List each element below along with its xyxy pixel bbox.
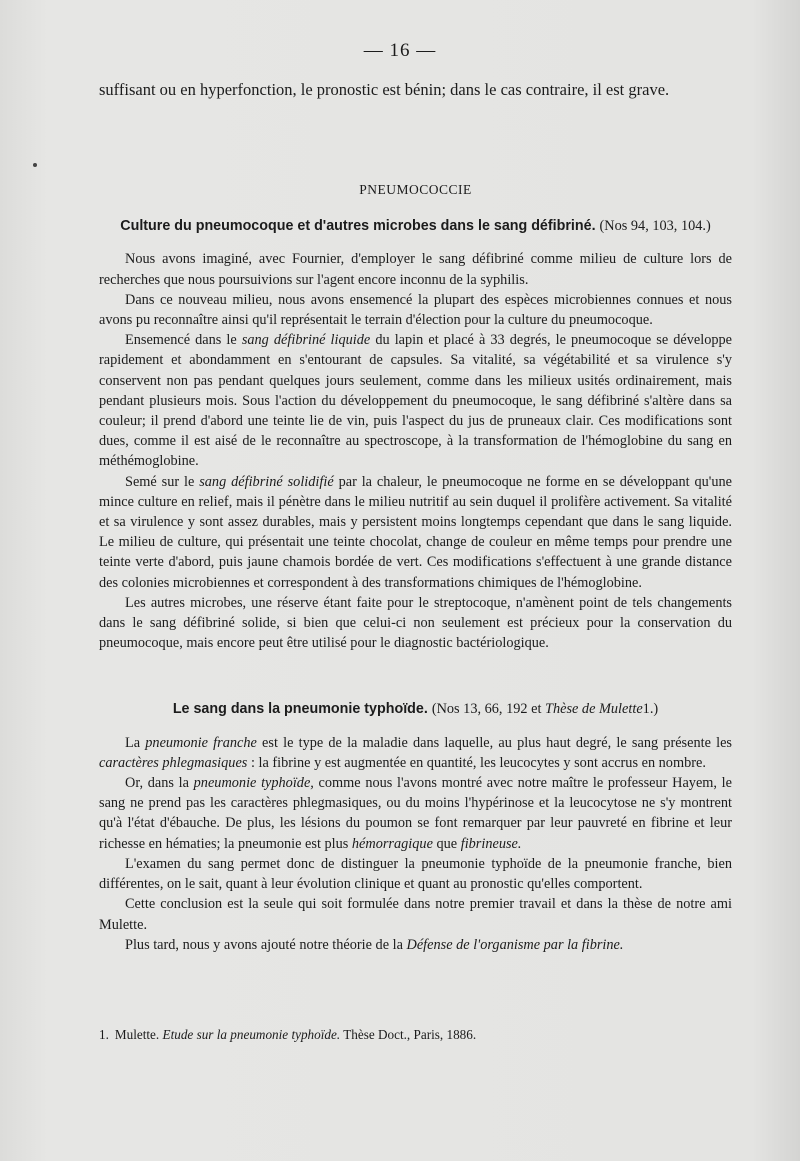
paragraph: L'examen du sang permet donc de distinguer la pneumonie typhoïde de la pneumonie franche, bien différentes, on le sait, quant à leur évolution clinique et quant au pronostic qu'elles comportent. xyxy=(99,855,732,893)
section-title: PNEUMOCOCCIE xyxy=(359,182,472,197)
paragraph: Les autres microbes, une réserve étant faite pour le streptocoque, n'amènent point de tels changements dans le sang défibriné solide, si bien que celui-ci non seulement est précieux pour la conservation du pneumocoque, mais encore peut être utilisé pour le diagnostic bactériologique. xyxy=(99,594,732,652)
footnote: 1. Mulette. Etude sur la pneumonie typhoïde. Thèse Doct., Paris, 1886. xyxy=(99,1027,477,1042)
margin-mark xyxy=(33,163,37,167)
paragraph: Or, dans la pneumonie typhoïde, comme nous l'avons montré avec notre maître le professeur Hayem, le sang ne prend pas les caractères phlegmasiques, ou du moins l'hypérinose et la leucocytose ne s'y montrent qu'à l'état d'ébauche. De plus, les lésions du poumon se font remarquer par leur pauvreté en fibrine et leur richesse en hématies; la pneumonie est plus hémorragique que fibrineuse. xyxy=(99,775,732,852)
section1-heading xyxy=(99,216,732,236)
opening-paragraph: suffisant ou en hyperfonction, le pronostic est bénin; dans le cas contraire, il est grave. xyxy=(99,80,670,99)
section2-title: Le sang dans la pneumonie typhoïde. xyxy=(172,701,428,718)
section1-refs: (Nos 94, 103, 104.) xyxy=(599,218,711,235)
section1-title: Culture du pneumocoque et d'autres microbes dans le sang défibriné. xyxy=(120,218,596,235)
paragraph: Cette conclusion est la seule qui soit formulée dans notre premier travail et dans la thèse de notre ami Mulette. xyxy=(99,896,732,933)
page-number: — 16 — xyxy=(363,40,437,61)
footnote-number: 1. xyxy=(99,1027,109,1042)
page-body xyxy=(99,78,732,955)
section2-heading xyxy=(99,699,732,719)
paragraph: La pneumonie franche est le type de la maladie dans laquelle, au plus haut degré, le sang présente les caractères phlegmasiques : la fibrine y est augmentée en quantité, les leucocytes y sont accrus en nombre. xyxy=(99,734,732,771)
paragraph: Plus tard, nous y avons ajouté notre théorie de la Défense de l'organisme par la fibrine. xyxy=(125,936,624,953)
paragraph: Ensemencé dans le sang défibriné liquide du lapin et placé à 33 degrés, le pneumocoque se développe rapidement et abondamment en s'entourant de capsules. Sa vitalité, sa végétabilité et sa virulence s'y conservent non pas pendant quelques jours seulement, comme dans les milieux usités ordinairement, mais pendant plusieurs mois. Sous l'action du développement du pneumocoque, le sang défibriné s'altère dans sa couleur; il prend d'abord une teinte lie de vin, puis l'aspect du jus de pruneaux clair. Ces modifications sont dues, comme il est aisé de le reconnaître au spectroscope, à la transformation de l'hémoglobine du sang en méthémoglobine. xyxy=(99,332,733,470)
section2-refs: (Nos 13, 66, 192 et Thèse de Mulette1.) xyxy=(431,701,659,718)
paragraph: Nous avons imaginé, avec Fournier, d'employer le sang défibriné comme milieu de culture lors de recherches que nous poursuivions sur l'agent encore inconnu de la syphilis. xyxy=(99,251,732,288)
paragraph: Dans ce nouveau milieu, nous avons ensemencé la plupart des espèces microbiennes connues et nous avons pu reconnaître ainsi qu'il représentait le terrain d'élection pour la culture du pneumocoque. xyxy=(99,291,732,329)
paragraph: Semé sur le sang défibriné solidifié par la chaleur, le pneumocoque ne forme en se développant qu'une mince culture en relief, mais il pénètre dans le milieu nutritif au sein duquel il prolifère activement. Sa vitalité et sa virulence y sont assez durables, mais y persistent moins longtemps cependant que dans le sang liquide. Le milieu de culture, qui présentait une teinte chocolat, change de couleur en même temps pour prendre une teinte verte d'abord, puis jaune chamois bordée de vert. Ces modifications s'effectuent à une grande distance des colonies microbiennes et correspondent à des transformations chimiques de l'hémoglobine. xyxy=(99,473,732,591)
